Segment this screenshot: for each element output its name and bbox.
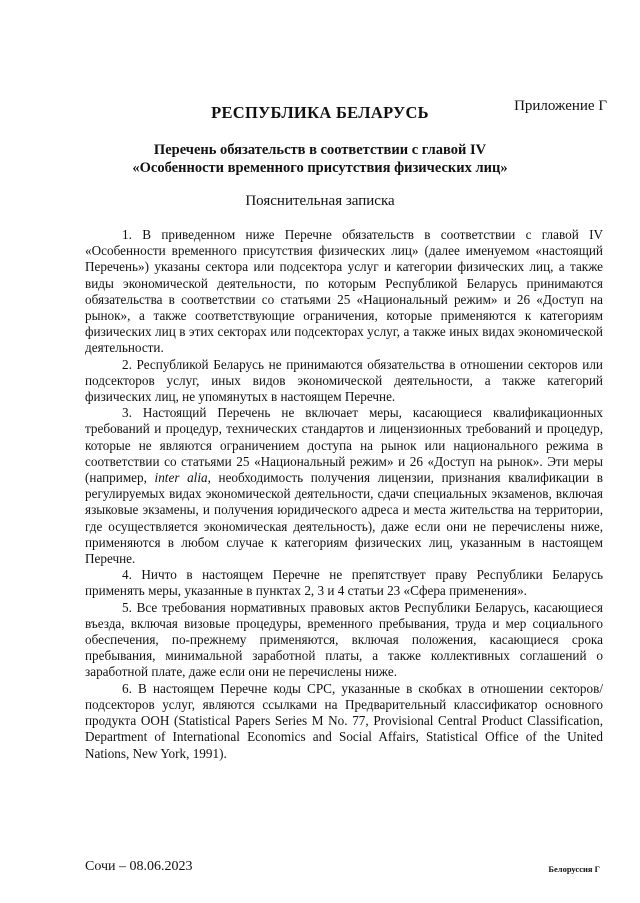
country-title: РЕСПУБЛИКА БЕЛАРУСЬ xyxy=(211,103,429,122)
body-text xyxy=(85,227,603,762)
paragraph-6: 6. В настоящем Перечне коды CPC, указанные в скобках в отношении секторов/подсекторов услуг, являются ссылками на Предварительный классификатор основного продукта ООН (Statistical Papers Series M No. 77, Provisional Central Product Classification, Department of International Economics and Social Affairs, Statistical Office of the United Nations, New York, 1991). xyxy=(85,680,603,761)
paragraph-3 xyxy=(85,405,603,567)
annex-label: Приложение Г xyxy=(514,98,607,114)
footer-document-code: Белоруссия Г xyxy=(548,864,600,874)
paragraph-3-text-after: , необходимость получения лицензии, признания квалификации в регулируемых видах экономической деятельности, сдачи специальных экзаменов, включая языковые экзамены, и получения юридического адреса и места жительства на территории, где осуществляется экономическая деятельность), даже если они не перечислены ниже, применяются в любом случае к категориям физических лиц, указанным в настоящем Перечне. xyxy=(85,470,603,567)
paragraph-4: 4. Ничто в настоящем Перечне не препятствует праву Республики Беларусь применять меры, указанные в пунктах 2, 3 и 4 статьи 23 «Сфера применения». xyxy=(85,567,603,599)
paragraph-1: 1. В приведенном ниже Перечне обязательств в соответствии с главой IV «Особенности временного присутствия физических лиц» (далее именуемом «настоящий Перечень») указаны сектора или подсектора услуг и категории физических лиц, а также виды экономической деятельности, по которым Республикой Беларусь принимаются обязательства в соответствии со статьями 25 «Национальный режим» и 26 «Доступ на рынок», а также соответствующие ограничения, которые применяются к категориям физических лиц в этих секторах или подсекторах услуг, а также иных видах экономической деятельности. xyxy=(85,227,603,356)
paragraph-3-text-before: 3. Настоящий Перечень не включает меры, касающиеся квалификационных требований и процедур, технических стандартов и лицензионных требований и процедур, которые не являются ограничением доступа на рынок или национального режима в соответствии со статьями 25 «Национальный режим» и 26 «Доступ на рынок». Эти меры (например, xyxy=(85,405,603,486)
document-heading xyxy=(0,141,640,177)
paragraph-5: 5. Все требования нормативных правовых актов Республики Беларусь, касающиеся въезда, включая визовые процедуры, временного пребывания, труда и мер социального обеспечения, по-прежнему применяются, включая положения, касающиеся срока пребывания, минимальной заработной платы, а также коллективных соглашений о заработной плате, даже если они не перечислены ниже. xyxy=(85,599,603,680)
paragraph-2: 2. Республикой Беларусь не принимаются обязательства в отношении секторов или подсекторов услуг, иных видов экономической деятельности, а также категорий физических лиц, не упомянутых в настоящем Перечне. xyxy=(85,356,603,405)
heading-line-1: Перечень обязательств в соответствии с главой IV xyxy=(153,142,487,158)
footer-place-date: Сочи – 08.06.2023 xyxy=(85,859,193,874)
heading-line-2: «Особенности временного присутствия физических лиц» xyxy=(132,160,508,176)
explanatory-note-title: Пояснительная записка xyxy=(245,193,395,209)
paragraph-3-italic-term: inter alia xyxy=(154,470,208,486)
